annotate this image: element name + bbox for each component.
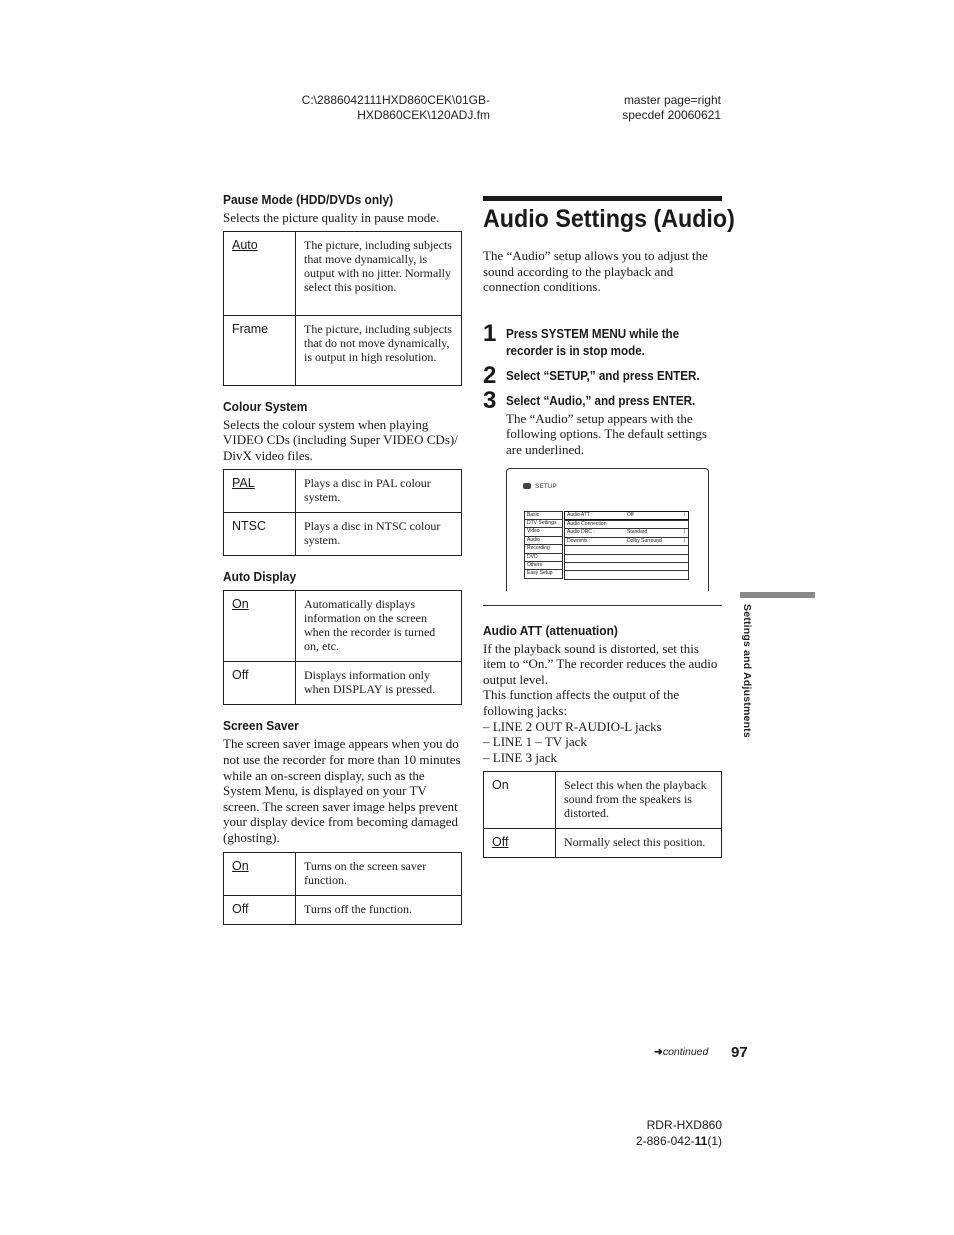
table-row <box>224 852 462 895</box>
setting-row: Audio Connection <box>564 520 689 528</box>
page-number: 97 <box>731 1044 748 1061</box>
section-tab-bar <box>740 592 815 598</box>
option-key: PAL <box>232 476 255 491</box>
option-key: Off <box>224 662 296 705</box>
table-row <box>224 470 462 513</box>
jack-item: – LINE 3 jack <box>483 749 558 765</box>
updown-arrow-icon: ↕ <box>683 511 686 518</box>
menu-item: Others <box>524 561 563 569</box>
arrow-right-icon: ➜ <box>654 1046 663 1058</box>
option-key: Frame <box>224 315 296 385</box>
step-text: Select “Audio,” and press ENTER. <box>506 393 696 408</box>
option-description: The picture, including subjects that move dynamically, is output with no jitter. Normally select this position. <box>296 231 462 315</box>
table-row <box>224 591 462 662</box>
colour-system-table <box>223 469 462 556</box>
auto-display-heading: Auto Display <box>223 569 297 585</box>
step-2 <box>483 361 722 389</box>
menu-item: Easy Setup <box>524 569 563 578</box>
colour-system-heading: Colour System <box>223 398 308 414</box>
section-divider <box>483 605 722 606</box>
part-number: 2-886-042-11(1) <box>635 1134 722 1148</box>
file-path-header <box>292 93 490 123</box>
updown-arrow-icon: ↕ <box>683 537 686 544</box>
setting-row <box>564 554 689 562</box>
continued-note: ➜continued <box>654 1046 709 1058</box>
step-1 <box>483 319 722 360</box>
step-number: 1 <box>483 319 497 347</box>
audio-att-description: If the playback sound is distorted, set this item to “On.” The recorder reduces the audio output level. <box>483 640 718 687</box>
audio-att-heading: Audio ATT (attenuation) <box>483 622 618 638</box>
option-description: Turns off the function. <box>296 895 462 924</box>
updown-arrow-icon: ↕ <box>683 529 686 536</box>
colour-system-description: Selects the colour system when playing VIDEO CDs (including Super VIDEO CDs)/ DivX video files. <box>223 416 458 463</box>
table-row <box>224 662 462 705</box>
menu-item: Video <box>524 527 563 535</box>
setup-screen-illustration <box>506 468 709 591</box>
option-description: Select this when the playback sound from the speakers is distorted. <box>556 772 722 829</box>
step-number: 2 <box>483 361 497 389</box>
menu-item: DTV Settings <box>524 519 563 527</box>
setup-screen-title: SETUP <box>535 482 557 490</box>
menu-item: Basic <box>524 511 563 519</box>
master-page-header <box>600 93 721 123</box>
audio-att-jacks-intro: This function affects the output of the following jacks: <box>483 687 680 718</box>
option-description: Plays a disc in PAL colour system. <box>296 470 462 513</box>
right-column <box>483 196 735 858</box>
setup-toolbox-icon <box>523 483 531 489</box>
audio-intro: The “Audio” setup allows you to adjust the sound according to the playback and connection conditions. <box>483 248 708 295</box>
screen-saver-description: The screen saver image appears when you do not use the recorder for more than 10 minutes while an on-screen display, such as the System Menu, is displayed on your TV screen. The screen saver image helps prevent your display device from becoming damaged (ghosting). <box>223 736 461 845</box>
section-tab-label: Settings and Adjustments <box>741 604 753 738</box>
model-number: RDR-HXD860 <box>646 1118 722 1132</box>
setting-row: Audio DRC : Standard ↕ <box>564 528 689 536</box>
option-key: NTSC <box>224 513 296 556</box>
file-path-line1: C:\2886042111HXD860CEK\01GB- <box>301 93 490 107</box>
option-key: On <box>232 858 249 873</box>
menu-item: Recording <box>524 544 563 552</box>
option-description: Turns on the screen saver function. <box>296 852 462 895</box>
file-path-line2: HXD860CEK\120ADJ.fm <box>357 108 490 122</box>
step-text: Press SYSTEM MENU while the recorder is in stop mode. <box>506 326 680 358</box>
table-row <box>484 772 722 829</box>
setting-row <box>564 545 689 553</box>
table-row <box>484 829 722 858</box>
option-description: Displays information only when DISPLAY is pressed. <box>296 662 462 705</box>
option-description: Automatically displays information on the screen when the recorder is turned on, etc. <box>296 591 462 662</box>
option-key: Off <box>224 895 296 924</box>
setting-row <box>564 562 689 570</box>
title-rule <box>483 196 722 201</box>
setup-menu <box>524 511 563 579</box>
setting-row <box>564 570 689 579</box>
option-key: On <box>484 772 556 829</box>
pause-mode-description: Selects the picture quality in pause mode. <box>223 210 440 225</box>
menu-item: DVD <box>524 553 563 561</box>
page-title: Audio Settings (Audio) <box>483 205 735 233</box>
master-page-line1: master page=right <box>623 93 721 107</box>
step-3-note: The “Audio” setup appears with the following options. The default settings are underlined. <box>506 410 707 457</box>
screen-saver-table <box>223 852 462 925</box>
document-code <box>600 1117 722 1149</box>
step-text: Select “SETUP,” and press ENTER. <box>506 368 700 383</box>
table-row <box>224 315 462 385</box>
jack-item: – LINE 2 OUT R-AUDIO-L jacks <box>483 718 662 734</box>
jack-item: – LINE 1 – TV jack <box>483 734 587 750</box>
step-number: 3 <box>483 386 497 414</box>
table-row <box>224 231 462 315</box>
step-3 <box>483 386 722 458</box>
option-key: On <box>232 597 249 612</box>
option-description: The picture, including subjects that do not move dynamically, is output in high resolution. <box>296 315 462 385</box>
auto-display-table <box>223 590 462 705</box>
screen-saver-heading: Screen Saver <box>223 718 299 734</box>
audio-att-table <box>483 771 722 858</box>
setting-row: Audio ATT : Off ↕ <box>564 511 689 520</box>
setup-screen-header <box>523 483 557 490</box>
pause-mode-heading: Pause Mode (HDD/DVDs only) <box>223 192 394 207</box>
option-description: Normally select this position. <box>556 829 722 858</box>
menu-item-selected: Audio <box>524 536 563 544</box>
table-row <box>224 513 462 556</box>
setting-row: Downmix : Dolby Surround ↕ <box>564 537 689 545</box>
table-row <box>224 895 462 924</box>
pause-mode-table <box>223 231 462 386</box>
option-key: Auto <box>232 237 258 252</box>
master-page-line2: specdef 20060621 <box>622 108 721 122</box>
audio-options-grid <box>564 511 689 580</box>
left-column <box>223 192 462 925</box>
option-description: Plays a disc in NTSC colour system. <box>296 513 462 556</box>
option-key: Off <box>492 835 509 850</box>
